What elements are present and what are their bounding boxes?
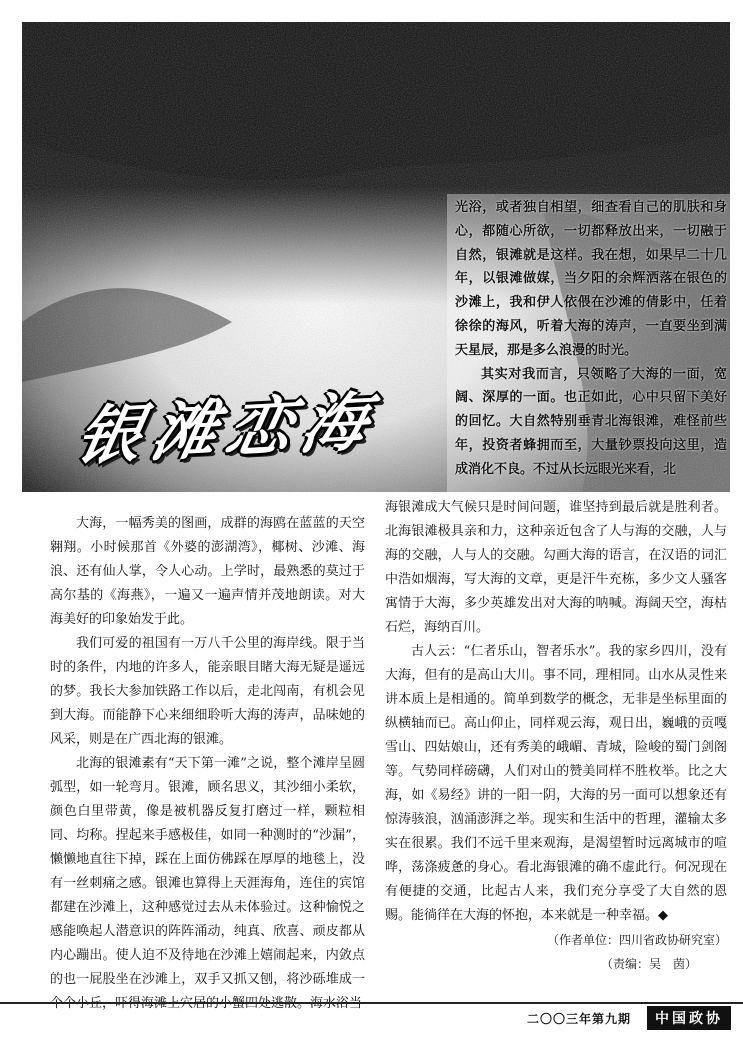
article-title: 银滩恋海	[69, 384, 385, 475]
paragraph: 其实对我而言，只领略了大海的一面，宽阔、深厚的一面。也正如此，心中只留下美好的回忆。大自然特别垂青北海银滩，难怪前些年，投资者蜂拥而至，大量钞票投向这里，造成消化不良。不过从长远眼光来看，北	[455, 366, 727, 477]
paragraph: 海银滩成大气候只是时间问题，谁坚持到最后就是胜利者。北海银滩极具亲和力，这种亲近包含了人与海的交融，人与海的交融，人与人的交融。勾画大海的语言，在汉语的词汇中浩如烟海，写大海的文章，更是汗牛充栋，多少文人骚客寓情于大海，多少英雄发出对大海的呐喊。海阔天空，海枯石烂，海纳百川。	[385, 500, 727, 635]
issue-label: 二〇〇三年第九期	[526, 1012, 631, 1026]
right-column	[385, 496, 727, 976]
masthead-logo: 中国政协	[647, 1006, 731, 1030]
paragraph: 大海，一幅秀美的图画，成群的海鸥在蓝蓝的天空翱翔。小时候那首《外婆的澎湖湾》，椰树、沙滩、海浪、还有仙人掌，令人心动。上学时，最熟悉的莫过于高尔基的《海燕》，一遍又一遍声情并茂地朗读。对大海美好的印象始发于此。	[50, 516, 365, 627]
paragraph: 光浴，或者独自相望，细查看自己的肌肤和身心，都随心所欲，一切都释放出来，一切融于自然，银滩就是这样。我在想，如果早二十几年，以银滩做媒，当夕阳的余辉洒落在银色的沙滩上，我和伊人依偎在沙滩的倩影中，任着徐徐的海风，听着大海的涛声，一直要坐到满天星辰，那是多么浪漫的时光。	[455, 200, 727, 358]
paragraph: 古人云：“仁者乐山，智者乐水”。我的家乡四川，没有大海，但有的是高山大川。事不同，理相同。山水从灵性来讲本质上是相通的。简单到数学的概念，无非是坐标里面的纵横轴而已。高山仰止，同样观云海，观日出，巍峨的贡嘎雪山、四姑娘山，还有秀美的峨嵋、青城，险峻的蜀门剑阁等。气势同样磅礴，人们对山的赞美同样不胜枚举。比之大海，如《易经》讲的一阳一阴，大海的另一面可以想象还有惊涛骇浪，汹涌澎湃之举。现实和生活中的哲理，灌输太多实在很累。我们不远千里来观海，是渴望暂时远离城市的喧哗，荡涤疲惫的身心。看北海银滩的确不虚此行。何况现在有便捷的交通，比起古人来，我们充分享受了大自然的恩赐。能徜徉在大海的怀抱，本来就是一种幸福。◆	[385, 644, 727, 923]
left-column	[50, 512, 365, 1016]
right-top-text	[455, 196, 727, 482]
paragraph: 北海的银滩素有“天下第一滩”之说，整个滩岸呈圆弧型，如一轮弯月。银滩，顾名思义，其沙细小柔软，颜色白里带黄，像是被机器反复打磨过一样，颗粒相同、均称。捏起来手感极佳，如同一种测时的“沙漏”，懒懒地直往下掉，踩在上面仿佛踩在厚厚的地毯上，没有一丝刺痛之感。银滩也算得上天涯海角，连住的宾馆都建在沙滩上，这种感觉过去从未体验过。这种愉悦之感能唤起人潜意识的阵阵涌动，纯真、欣喜、顽皮都从内心蹦出。使人迫不及待地在沙滩上嬉闹起来，内敛点的也一屁股坐在沙滩上，双手又抓又刨，将沙砾堆成一	[50, 756, 365, 987]
author-line: （作者单位：四川省政协研究室）	[546, 933, 727, 947]
editor-line: （责编：吴 茵）	[600, 957, 697, 971]
footer-rule	[0, 1002, 743, 1004]
page-footer	[0, 1002, 743, 1032]
paragraph: 我们可爱的祖国有一万八千公里的海岸线。限于当时的条件，内地的许多人，能亲眼目睹大海无疑是遥远的梦。我长大参加铁路工作以后，走北闯南，有机会见到大海。而能静下心来细细聆听大海的涛声，品味她的风采，则是在广西北海的银滩。	[50, 636, 365, 747]
